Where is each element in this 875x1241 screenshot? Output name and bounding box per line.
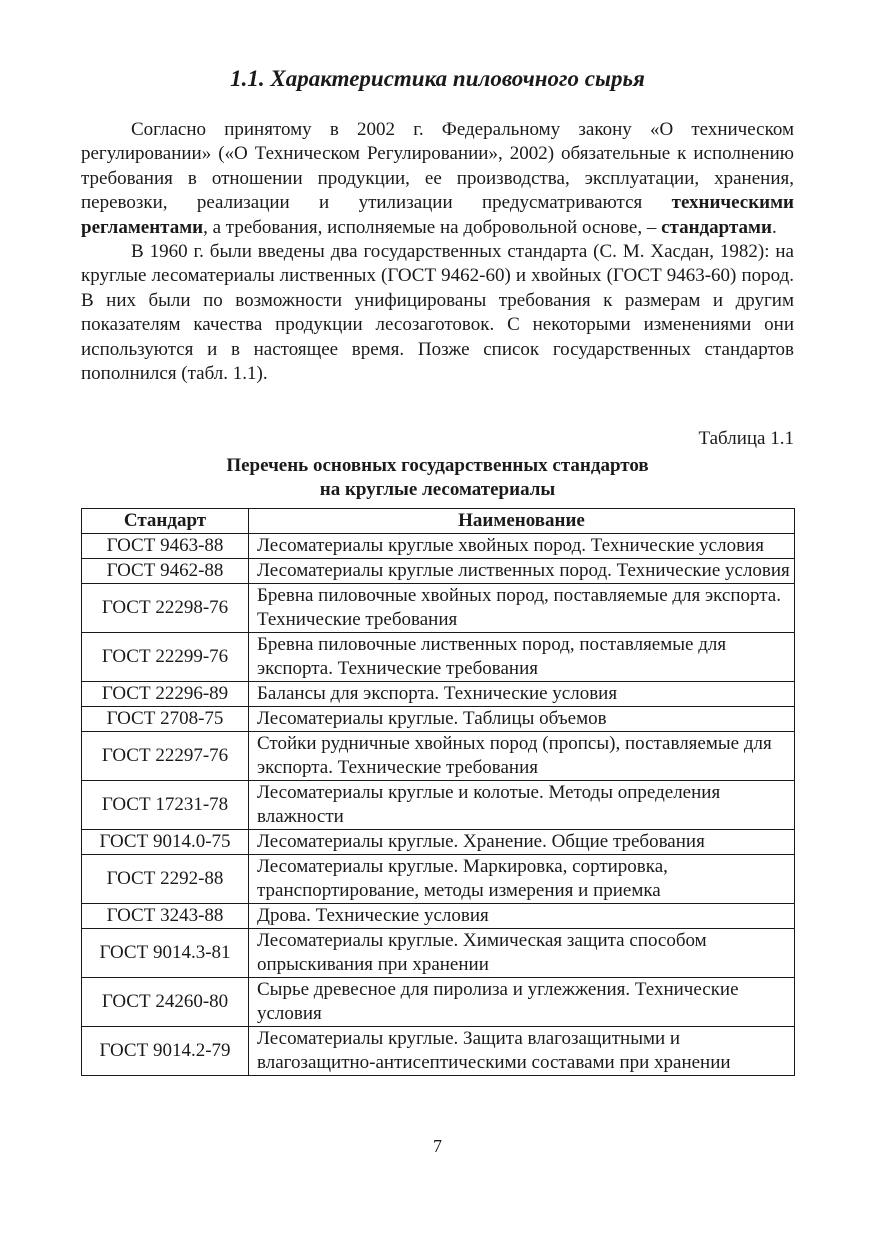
standard-code: ГОСТ 22297-76 <box>82 732 249 781</box>
table-row <box>82 1027 795 1076</box>
standard-name: Лесоматериалы круглые. Защита влагозащитными и влагозащитно-антисептическими составами при хранении <box>249 1027 795 1076</box>
table-row <box>82 855 795 904</box>
standard-name: Лесоматериалы круглые и колотые. Методы определения влажности <box>249 781 795 830</box>
table-label: Таблица 1.1 <box>698 428 794 449</box>
paragraph-1-part-1: Согласно принятому в 2002 г. Федеральному закону «О техническом регулировании» («О Техническом Регулировании», 2002) обязательные к исполнению требования в отношении продукции, ее производства, эксплуатации, хранения, перевозки, реализации и утилизации предусматриваются <box>81 119 794 214</box>
standard-name: Лесоматериалы круглые. Химическая защита способом опрыскивания при хранении <box>249 929 795 978</box>
standard-name: Лесоматериалы круглые. Таблицы объемов <box>249 707 795 732</box>
standard-name: Лесоматериалы круглые. Хранение. Общие требования <box>249 830 795 855</box>
standard-code: ГОСТ 22296-89 <box>82 682 249 707</box>
standard-code: ГОСТ 3243-88 <box>82 904 249 929</box>
term-standards: стандартами <box>661 216 772 238</box>
standard-name: Бревна пиловочные хвойных пород, поставляемые для экспорта. Технические требования <box>249 584 795 633</box>
standard-code: ГОСТ 9014.3-81 <box>82 929 249 978</box>
table-caption-line-2: на круглые лесоматериалы <box>319 479 556 500</box>
standard-code: ГОСТ 9463-88 <box>82 534 249 559</box>
paragraph-1-part-3: . <box>771 216 777 238</box>
table-row <box>82 707 795 732</box>
standard-code: ГОСТ 24260-80 <box>82 978 249 1027</box>
table-row <box>82 584 795 633</box>
standard-name: Стойки рудничные хвойных пород (пропсы), поставляемые для экспорта. Технические требования <box>249 732 795 781</box>
term-technical-regulations: техническими регламентами <box>81 192 794 238</box>
table-row <box>82 904 795 929</box>
standard-code: ГОСТ 17231-78 <box>82 781 249 830</box>
standard-code: ГОСТ 22299-76 <box>82 633 249 682</box>
standard-name: Лесоматериалы круглые лиственных пород. Технические условия <box>249 559 795 584</box>
table-row <box>82 682 795 707</box>
standard-code: ГОСТ 2708-75 <box>82 707 249 732</box>
table-row <box>82 929 795 978</box>
table-caption-line-1: Перечень основных государственных стандартов <box>226 455 649 476</box>
standard-name: Бревна пиловочные лиственных пород, поставляемые для экспорта. Технические требования <box>249 633 795 682</box>
standard-name: Балансы для экспорта. Технические условия <box>249 682 795 707</box>
table-row <box>82 534 795 559</box>
standard-name: Лесоматериалы круглые хвойных пород. Технические условия <box>249 534 795 559</box>
body-text <box>81 118 794 386</box>
standard-name: Дрова. Технические условия <box>249 904 795 929</box>
standard-code: ГОСТ 9462-88 <box>82 559 249 584</box>
standard-code: ГОСТ 22298-76 <box>82 584 249 633</box>
paragraph-1 <box>81 118 794 240</box>
standard-code: ГОСТ 2292-88 <box>82 855 249 904</box>
page-number: 7 <box>433 1136 442 1156</box>
column-header-name: Наименование <box>249 509 795 534</box>
standard-code: ГОСТ 9014.2-79 <box>82 1027 249 1076</box>
paragraph-1-part-2: , а требования, исполняемые на добровольной основе, – <box>203 216 662 238</box>
table-caption <box>0 454 875 502</box>
column-header-standard: Стандарт <box>82 509 249 534</box>
standards-table <box>81 508 795 1076</box>
table-header-row <box>82 509 795 534</box>
paragraph-2: В 1960 г. были введены два государственных стандарта (С. М. Хасдан, 1982): на круглые лесоматериалы лиственных (ГОСТ 9462-60) и хвойных (ГОСТ 9463-60) пород. В них были по возможности унифицированы требования к размерам и другим показателям качества продукции лесозаготовок. С некоторыми изменениями они используются и в настоящее время. Позже список государственных стандартов пополнился (табл. 1.1). <box>81 241 794 385</box>
table-row <box>82 559 795 584</box>
section-title: 1.1. Характеристика пиловочного сырья <box>230 66 645 91</box>
standard-name: Лесоматериалы круглые. Маркировка, сортировка, транспортирование, методы измерения и приемка <box>249 855 795 904</box>
table-row <box>82 781 795 830</box>
table-row <box>82 633 795 682</box>
table-row <box>82 978 795 1027</box>
table-row <box>82 830 795 855</box>
table-row <box>82 732 795 781</box>
standard-name: Сырье древесное для пиролиза и углежжения. Технические условия <box>249 978 795 1027</box>
standard-code: ГОСТ 9014.0-75 <box>82 830 249 855</box>
